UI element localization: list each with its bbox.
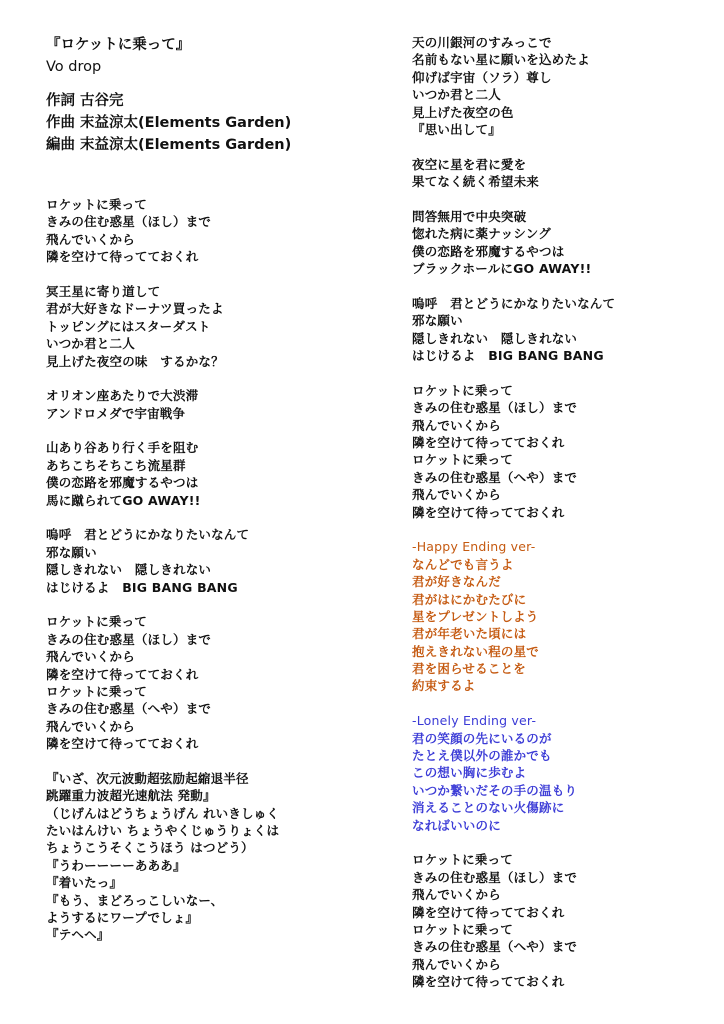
lyric-line: 隠しきれない 隠しきれない: [412, 330, 578, 346]
lyric-line: 抱えきれない程の星で: [412, 643, 540, 659]
lyric-line: 君の笑顔の先にいるのが: [412, 730, 552, 746]
right-column: [412, 34, 712, 990]
stanza-gap: [46, 370, 376, 387]
lyric-line: 『テヘヘ』: [46, 927, 110, 943]
stanza: [46, 439, 376, 509]
lyric-line: 冥王星に寄り道して: [46, 283, 161, 299]
lyric-line: 君がはにかむたびに: [412, 591, 527, 607]
lyric-line: あちこちそちこち流星群: [46, 457, 186, 473]
lyric-line: 隣を空けて待ってておくれ: [46, 249, 199, 265]
lyric-line: 仰げば宇宙（ソラ）尊し: [412, 69, 552, 85]
lyric-line: ロケットに乗って: [46, 683, 147, 699]
lyric-line: ロケットに乗って: [46, 614, 147, 630]
lyric-line: 惚れた病に薬ナッシング: [412, 226, 551, 242]
lyric-line: きみの住む惑星（ほし）まで: [46, 214, 212, 230]
lyric-line: 跳躍重力波超光速航法 発動』: [46, 788, 216, 804]
lyric-line: 『いざ、次元波動超弦励起縮退半径: [46, 770, 249, 786]
left-lyrics: [46, 196, 376, 944]
lyric-line: 隠しきれない 隠しきれない: [46, 562, 212, 578]
lyric-line: 君を困らせることを: [412, 661, 526, 677]
lyric-line: アンドロメダで宇宙戦争: [46, 405, 186, 421]
lyric-line: ちょうこうそくこうほう はつどう）: [46, 840, 254, 856]
lyric-line: いつか君と二人: [46, 336, 135, 352]
lyric-line: 隣を空けて待ってておくれ: [412, 974, 565, 990]
lyric-line: 消えることのない火傷跡に: [412, 800, 565, 816]
left-column: [46, 34, 376, 944]
stanza-gap: [46, 753, 376, 770]
lyric-line: 飛んでいくから: [46, 718, 135, 734]
spacer: [46, 156, 376, 196]
lyric-line: トッピングにはスターダスト: [46, 318, 211, 334]
vocal-credit: Vo drop: [46, 59, 102, 75]
lyric-line: この想い胸に歩むよ: [412, 765, 527, 781]
stanza: [46, 387, 376, 422]
lyric-line: 問答無用で中央突破: [412, 208, 527, 224]
stanza: [412, 156, 712, 191]
lyricist-credit: 作詞 古谷完: [46, 93, 124, 109]
song-title: 『ロケットに乗って』: [46, 37, 191, 53]
lyric-line: 夜空に星を君に愛を: [412, 156, 527, 172]
lyric-line: 星をプレゼントしよう: [412, 608, 539, 624]
lyric-line: ブラックホールにGO AWAY!!: [412, 261, 592, 277]
stanza: [46, 770, 376, 944]
lyric-line: なればいいのに: [412, 817, 501, 833]
lyric-line: 隣を空けて待ってておくれ: [46, 736, 199, 752]
lyric-line: 僕の恋路を邪魔するやつは: [46, 475, 199, 491]
stanza-gap: [412, 138, 712, 155]
stanza-gap: [46, 266, 376, 283]
spacer: [412, 834, 712, 851]
stanza-gap: [412, 277, 712, 294]
lyric-line: 隣を空けて待ってておくれ: [46, 666, 199, 682]
lyric-line: オリオン座あたりで大渋滞: [46, 388, 199, 404]
lyric-line: きみの住む惑星（ほし）まで: [412, 869, 578, 885]
lyric-line: 隣を空けて待ってておくれ: [412, 434, 565, 450]
lyric-line: 『うわーーーーあああ』: [46, 857, 186, 873]
stanza-gap: [46, 509, 376, 526]
stanza: [46, 196, 376, 266]
lyric-line: 隣を空けて待ってておくれ: [412, 904, 565, 920]
lyric-line: 『思い出して』: [412, 121, 501, 137]
lyric-line: 隣を空けて待ってておくれ: [412, 504, 565, 520]
lyric-line: 嗚呼 君とどうにかなりたいなんて: [412, 295, 616, 311]
lyric-line: きみの住む惑星（へや）まで: [412, 469, 578, 485]
lyric-line: ロケットに乗って: [412, 921, 513, 937]
stanza: [412, 382, 712, 521]
lyric-line: 嗚呼 君とどうにかなりたいなんて: [46, 527, 250, 543]
lyric-line: ロケットに乗って: [412, 452, 513, 468]
lyric-line: いつか君と二人: [412, 87, 501, 103]
spacer: [46, 78, 376, 90]
lyric-line: 名前もない星に願いを込めたよ: [412, 52, 590, 68]
lyric-line: 飛んでいくから: [46, 231, 135, 247]
lyric-line: たいはんけい ちょうやくじゅうりょくは: [46, 823, 280, 839]
lyric-line: （じげんはどうちょうげん れいきしゅく: [46, 805, 280, 821]
lyric-line: 君が好きなんだ: [412, 574, 501, 590]
right-lyrics: [412, 34, 712, 521]
arranger-credit: 編曲 末益涼太(Elements Garden): [46, 137, 292, 153]
lyric-line: 天の川銀河のすみっこで: [412, 35, 552, 50]
lyric-line: 飛んでいくから: [46, 649, 135, 665]
lyric-line: 僕の恋路を邪魔するやつは: [412, 243, 565, 259]
lyric-line: 『着いたっ』: [46, 875, 123, 891]
lonely-ending-heading: -Lonely Ending ver-: [412, 713, 537, 729]
lyric-line: はじけるよ BIG BANG BANG: [46, 579, 238, 595]
stanza: [412, 295, 712, 365]
lyric-line: 馬に蹴られてGO AWAY!!: [46, 492, 201, 508]
lyric-line: 邪な願い: [46, 544, 97, 560]
lyric-line: 飛んでいくから: [412, 956, 501, 972]
lyric-line: たとえ僕以外の誰かでも: [412, 748, 552, 764]
composer-credit: 作曲 末益涼太(Elements Garden): [46, 115, 292, 131]
lyric-line: はじけるよ BIG BANG BANG: [412, 348, 604, 364]
lyric-line: きみの住む惑星（へや）まで: [412, 939, 578, 955]
lyric-line: きみの住む惑星（へや）まで: [46, 701, 212, 717]
lyric-line: ロケットに乗って: [412, 852, 513, 868]
lyric-line: なんどでも言うよ: [412, 556, 514, 572]
lonely-ending-lyrics: [412, 730, 712, 834]
stanza: [46, 283, 376, 370]
happy-ending-heading: -Happy Ending ver-: [412, 539, 536, 555]
lyric-line: ようするにワープでしょ』: [46, 910, 199, 926]
stanza: [46, 526, 376, 596]
lyric-line: 君が大好きなドーナツ買ったよ: [46, 301, 224, 317]
stanza: [412, 208, 712, 278]
stanza-gap: [412, 191, 712, 208]
spacer: [412, 521, 712, 538]
lyric-line: 見上げた夜空の味 するかな？: [46, 353, 224, 369]
lyric-line: 飛んでいくから: [412, 487, 501, 503]
final-chorus: [412, 851, 712, 990]
lyric-line: 見上げた夜空の色: [412, 104, 514, 120]
lyric-line: 邪な願い: [412, 313, 463, 329]
lyric-line: ロケットに乗って: [412, 382, 513, 398]
stanza-gap: [412, 364, 712, 381]
stanza: [412, 34, 712, 138]
lyric-line: いつか繋いだその手の温もり: [412, 782, 578, 798]
stanza-gap: [46, 422, 376, 439]
stanza-gap: [46, 596, 376, 613]
lyric-line: 君が年老いた頃には: [412, 626, 527, 642]
lyric-line: きみの住む惑星（ほし）まで: [412, 400, 578, 416]
lyric-line: ロケットに乗って: [46, 197, 147, 212]
stanza: [46, 613, 376, 752]
happy-ending-lyrics: [412, 556, 712, 695]
lyric-line: 飛んでいくから: [412, 417, 501, 433]
lyric-line: 飛んでいくから: [412, 887, 501, 903]
lyric-line: 山あり谷あり行く手を阻む: [46, 440, 199, 456]
lyric-line: 果てなく続く希望未来: [412, 174, 540, 190]
lyric-line: 『もう、まどろっこしいなー、: [46, 892, 224, 908]
lyric-line: きみの住む惑星（ほし）まで: [46, 631, 212, 647]
spacer: [412, 695, 712, 712]
lyric-line: 約束するよ: [412, 678, 476, 694]
